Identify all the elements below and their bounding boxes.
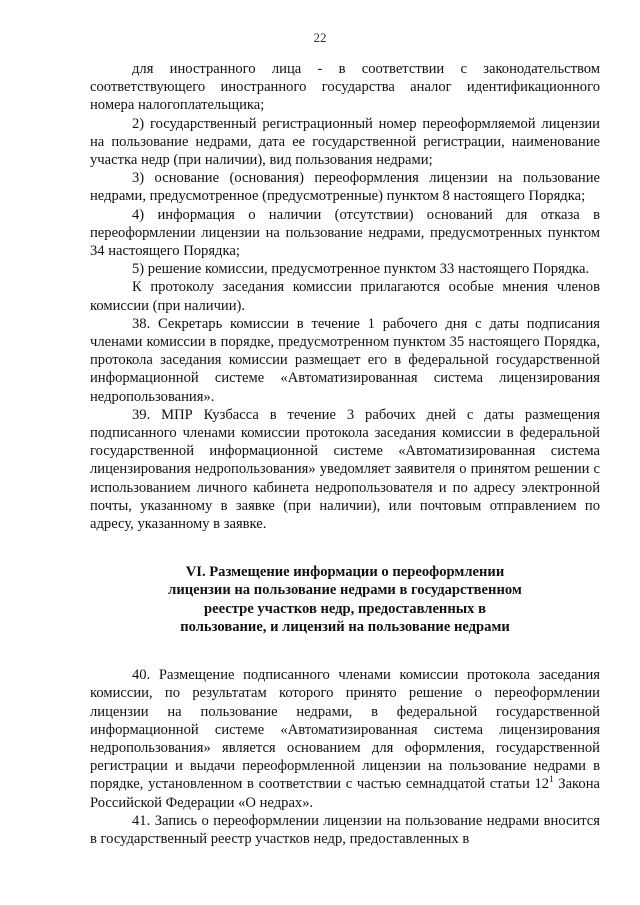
paragraph-40 xyxy=(90,666,600,812)
paragraph-40-superscript: 1 xyxy=(549,774,554,785)
paragraph-foreign-entity: для иностранного лица - в соответствии с законодательством соответствующего иностранного государства аналог идентификационного номера налогоплательщика; xyxy=(90,61,600,114)
page-number: 22 xyxy=(313,30,327,45)
heading-line-1: VI. Размещение информации о переоформлении xyxy=(185,564,505,581)
section-heading xyxy=(90,563,600,636)
heading-line-4: пользование, и лицензий на пользование недрами xyxy=(180,618,510,635)
heading-line-2: лицензии на пользование недрами в государственном xyxy=(168,582,522,599)
heading-line-3: реестре участков недр, предоставленных в xyxy=(204,600,486,617)
paragraph-item-4: 4) информация о наличии (отсутствии) оснований для отказа в переоформлении лицензии на пользование недрами, предусмотренных пунктом 34 настоящего Порядка; xyxy=(90,206,600,260)
paragraph-41: 41. Запись о переоформлении лицензии на пользование недрами вносится в государственный реестр участков недр, предоставленных в xyxy=(90,812,600,847)
paragraph-38: 38. Секретарь комиссии в течение 1 рабочего дня с даты подписания членами комиссии в порядке, предусмотренном пунктом 35 настоящего Порядка, протокола заседания комиссии размещает его в федеральной государственной информационной системе «Автоматизированная система лицензирования недропользования». xyxy=(90,315,600,405)
paragraph-item-3: 3) основание (основания) переоформления лицензии на пользование недрами, предусмотренное (предусмотренные) пунктом 8 настоящего Порядка; xyxy=(90,170,600,205)
paragraph-item-5: 5) решение комиссии, предусмотренное пунктом 33 настоящего Порядка. xyxy=(132,261,590,278)
document-body xyxy=(90,60,600,848)
paragraph-40-main: 40. Размещение подписанного членами комиссии протокола заседания комиссии, по результатам которого принято решение о переоформлении лицензии на пользование недрами, в федеральной государственной информационной системе «Автоматизированная система лицензирования недропользования» является основанием для оформления, государственной регистрации и выдачи переоформленной лицензии на пользование недрами в порядке, установленном в соответствии с частью семнадцатой статьи 12 xyxy=(90,667,600,793)
paragraph-item-2: 2) государственный регистрационный номер переоформляемой лицензии на пользование недрами, дата ее государственной регистрации, наименование участка недр (при наличии), вид пользования недрами; xyxy=(90,115,600,169)
paragraph-39: 39. МПР Кузбасса в течение 3 рабочих дней с даты размещения подписанного членами комиссии протокола заседания комиссии в федеральной государственной информационной системе «Автоматизированная система лицензирования недропользования» уведомляет заявителя о принятом решении с использованием личного кабинета недропользователя и по адресу электронной почты, указанному в заявке (при наличии), или почтовым отправлением по адресу, указанному в заявке. xyxy=(90,406,600,533)
paragraph-protocol-attachments: К протоколу заседания комиссии прилагаются особые мнения членов комиссии (при наличии). xyxy=(90,279,600,314)
paragraph-40-tail: Закона Российской Федерации «О недрах». xyxy=(90,776,600,811)
